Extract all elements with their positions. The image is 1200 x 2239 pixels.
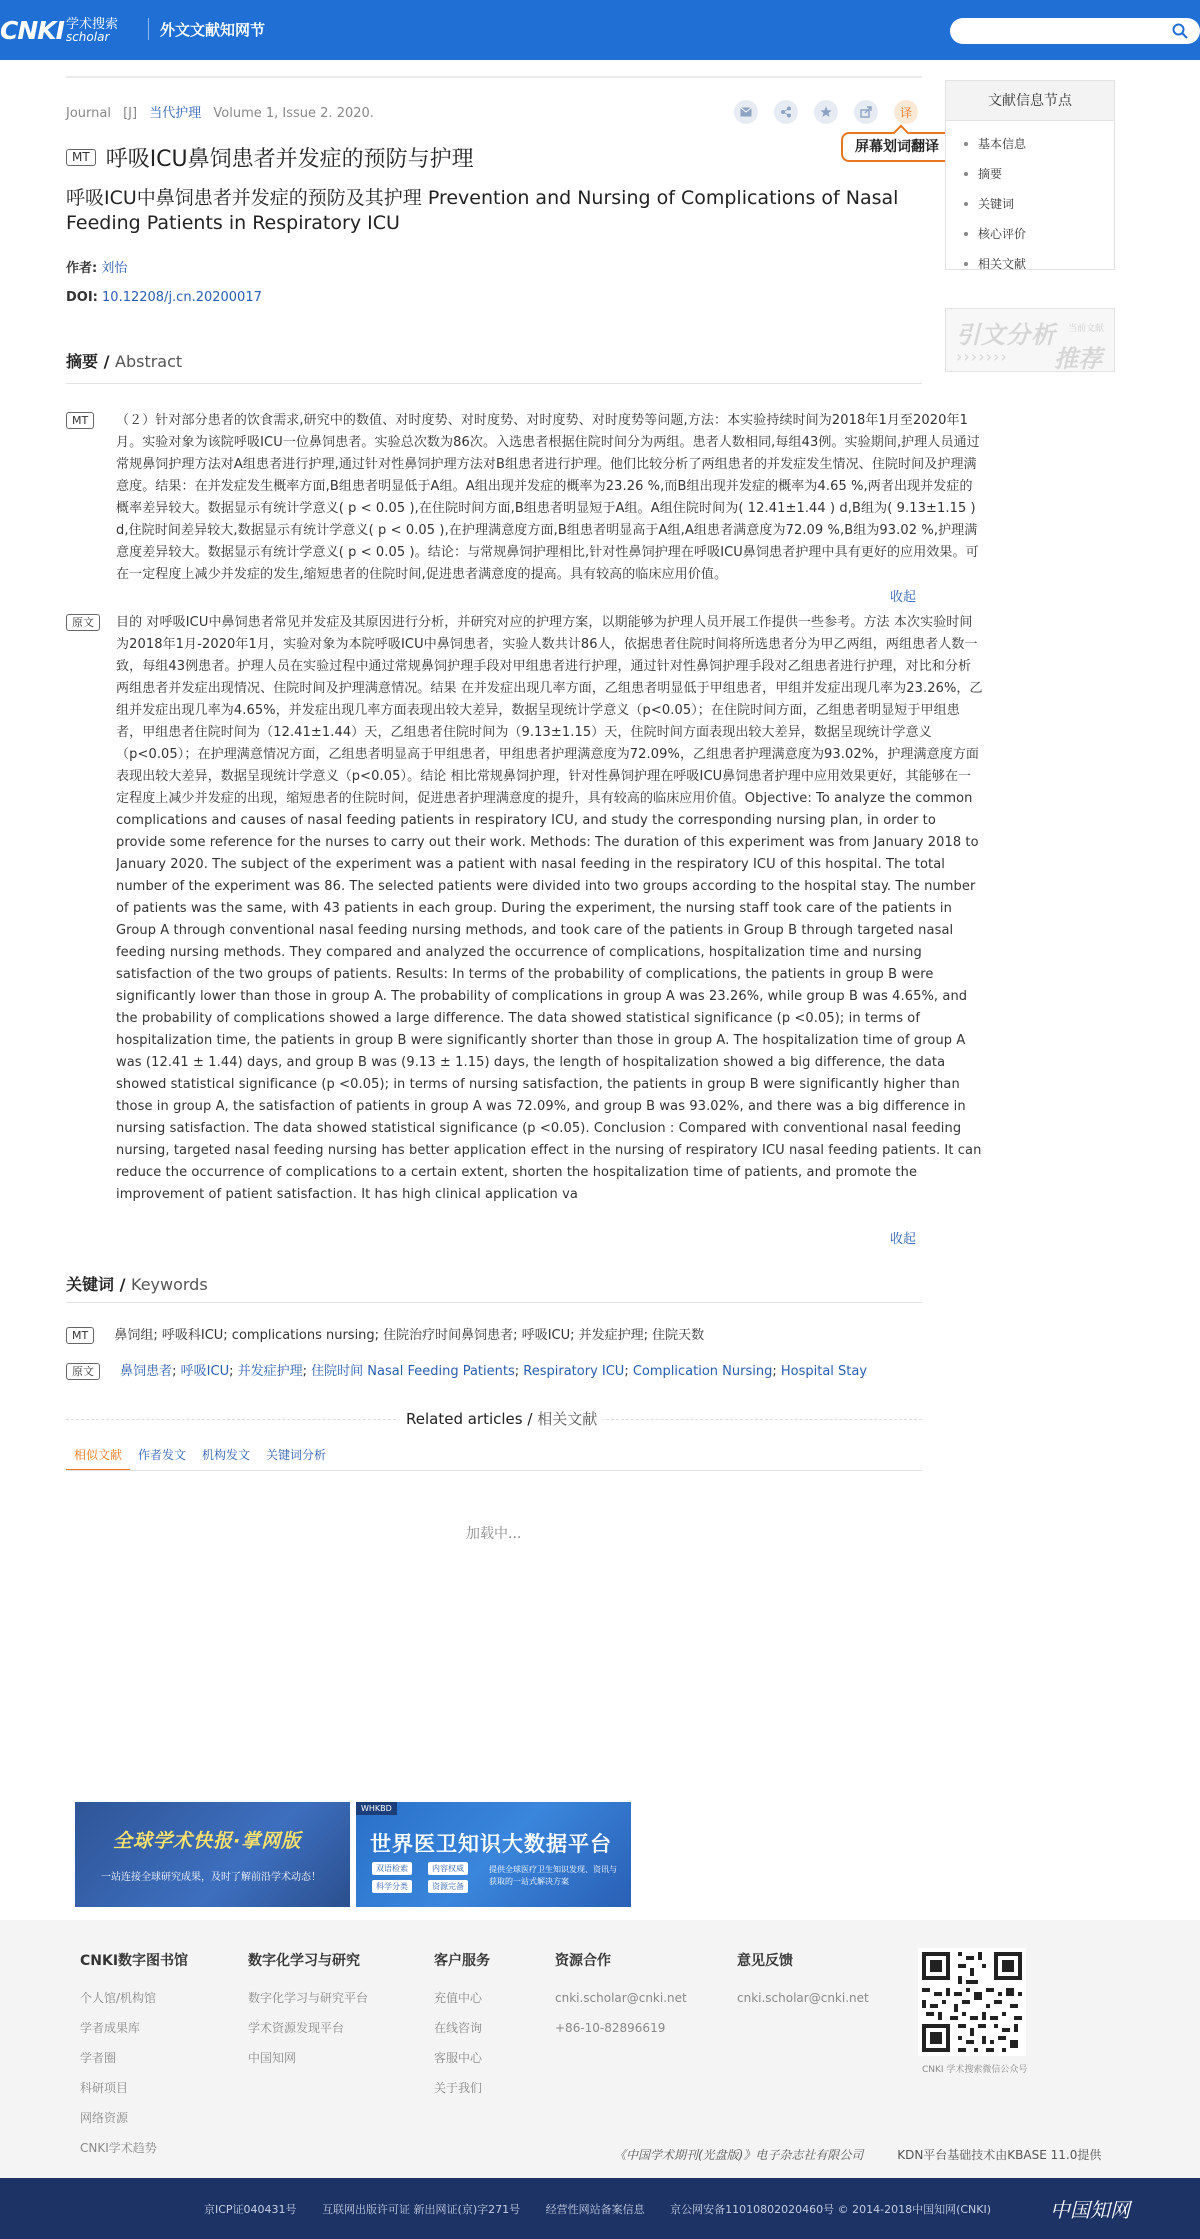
footer-col-title: 意见反馈: [737, 1953, 793, 1969]
sidebar-item-keywords[interactable]: 关键词: [964, 193, 1114, 223]
title-en: 呼吸ICU中鼻饲患者并发症的预防及其护理 Prevention and Nursing of Complications of Nasal Feeding Patients in Respiratory ICU: [66, 187, 899, 234]
banner-title: 世界医卫知识大数据平台: [370, 1832, 612, 1856]
translate-tooltip: 屏幕划词翻译: [841, 132, 953, 162]
email-button[interactable]: [734, 100, 758, 124]
keywords-heading: 关键词 / Keywords: [66, 1275, 208, 1294]
search-icon[interactable]: [1172, 23, 1188, 39]
tab-similar[interactable]: 相似文献: [66, 1442, 130, 1471]
mt-badge: MT: [66, 412, 94, 429]
footer-col-title: CNKI数字图书馆: [80, 1953, 189, 1969]
footer-link[interactable]: 学者圈: [80, 2051, 117, 2065]
doi-link[interactable]: 10.12208/j.cn.20200017: [102, 290, 262, 305]
banner-tag: WHKBD: [356, 1802, 397, 1815]
publisher-name: 《中国学术期刊(光盘版)》电子杂志社有限公司: [614, 2148, 864, 2162]
ad-title: 引文分析: [956, 321, 1056, 349]
share-button[interactable]: [774, 100, 798, 124]
keyword-link[interactable]: 并发症护理: [237, 1364, 303, 1379]
title-cn-row: [66, 142, 474, 173]
journal-tag: [J]: [123, 106, 138, 121]
medical-platform-banner[interactable]: [356, 1802, 631, 1907]
keywords-mt-row: [66, 1324, 926, 1344]
banner-chip: 科学分类: [372, 1880, 412, 1893]
publication-meta: [66, 102, 382, 121]
abstract-heading-cn: 摘要: [66, 352, 99, 371]
translate-button[interactable]: 译: [894, 100, 918, 124]
email-icon: [740, 107, 752, 117]
abstract-orig-block: [66, 612, 983, 1252]
keywords-mt-text: 鼻饲组; 呼吸科ICU; complications nursing; 住院治疗时间鼻饲患者; 呼吸ICU; 并发症护理; 住院天数: [114, 1328, 705, 1343]
citation-analysis-ad[interactable]: [945, 308, 1115, 372]
footer-col-library: [80, 1950, 188, 2170]
doi-label: DOI:: [66, 290, 98, 305]
original-badge: 原文: [66, 1363, 100, 1380]
arrows-icon: ›››››››: [956, 347, 1008, 366]
footer-link: +86-10-82896619: [555, 2021, 666, 2035]
global-academic-banner[interactable]: [75, 1802, 350, 1907]
footer-link[interactable]: 关于我们: [434, 2081, 483, 2095]
keyword-link[interactable]: Complication Nursing: [632, 1364, 773, 1379]
abstract-heading-en: Abstract: [115, 352, 183, 371]
legal-text: [204, 2201, 1013, 2217]
star-icon: [820, 106, 832, 118]
top-divider: [66, 76, 922, 78]
export-button[interactable]: [854, 100, 878, 124]
keywords-orig-row: [66, 1360, 926, 1380]
related-title-cn: 相关文献: [537, 1410, 598, 1428]
banner-desc: 提供全球医疗卫生知识发现、资讯与获取的一站式解决方案: [489, 1865, 617, 1886]
ad-subtitle: 当前文献: [1067, 324, 1104, 334]
authors-row: [66, 257, 127, 276]
tab-author[interactable]: 作者发文: [138, 1448, 187, 1462]
publishing-license[interactable]: 互联网出版许可证 新出网证(京)字271号: [322, 2203, 521, 2216]
keyword-link[interactable]: Respiratory ICU: [523, 1364, 625, 1379]
logo-main: CNKI: [0, 15, 64, 45]
sidebar-title: 文献信息节点: [946, 81, 1114, 121]
footer-link[interactable]: 个人馆/机构馆: [80, 1991, 157, 2005]
journal-link[interactable]: 当代护理: [149, 106, 202, 121]
footer: [0, 1920, 1200, 2178]
banner-chip: 资源完备: [428, 1880, 468, 1893]
header-divider: [148, 18, 149, 40]
legal-bar: [0, 2178, 1200, 2239]
keywords-divider: [66, 1302, 922, 1303]
footer-col-service: [434, 1950, 490, 2110]
related-title-en: Related articles: [406, 1410, 523, 1428]
ad-title-2: 推荐: [1054, 345, 1102, 372]
abstract-heading: 摘要 / Abstract: [66, 352, 183, 371]
abstract-mt-text: （２）针对部分患者的饮食需求,研究中的数值、对时度势、对时度势、对时度势、对时度势等问题,方法：本实验持续时间为2018年1月至2020年1月。实验对象为该院呼吸ICU一位鼻饲患者。实验总次数为86次。入选患者根据住院时间分为两组。患者人数相同,每组43例。实验期间,护理人员通过常规鼻饲护理方法对A组患者进行护理,通过针对性鼻饲护理方法对B组患者进行护理。他们比较分析了两组患者的并发症发生情况、住院时间及护理满意度。结果：在并发症发生概率方面,B组患者明显低于A组。A组出现并发症的概率为23.26 %,而B组出现并发症的概率为4.65 %,两者出现并发症的概率差异较大。数据显示有统计学意义( p < 0.05 ),在住院时间方面,B组患者明显短于A组。A组住院时间为( 12.41±1.44 ) d,B组为( 9.13±1.15 ) d,住院时间差异较大,数据显示有统计学意义( p < 0.05 ),在护理满意度方面,B组患者明显高于A组,A组患者满意度为72.09 %,B组为93.02 %,护理满意度差异较大。数据显示有统计学意义( p < 0.05 )。结论：与常规鼻饲护理相比,针对性鼻饲护理在呼吸ICU鼻饲患者护理中具有更好的应用效果。可在一定程度上减少并发症的发生,缩短患者的住院时间,促进患者满意度的提高。具有较高的临床应用价值。: [116, 413, 980, 582]
related-heading: [66, 1408, 922, 1430]
business-record[interactable]: 经营性网站备案信息: [545, 2203, 645, 2216]
logo-sub-cn: 学术搜索: [65, 16, 118, 32]
action-toolbar: [734, 100, 918, 124]
footer-link[interactable]: 学术资源发现平台: [248, 2021, 345, 2035]
search-input[interactable]: [950, 18, 1200, 44]
loading-text: 加载中...: [466, 1526, 522, 1542]
export-icon: [860, 106, 872, 118]
logo-sub: [66, 18, 118, 43]
author-link[interactable]: 刘怡: [101, 261, 128, 276]
footer-col-learning: [248, 1950, 368, 2080]
original-badge: 原文: [66, 614, 100, 631]
sidebar-item-evaluation[interactable]: 核心评价: [964, 223, 1114, 253]
banner-chip: 双语检索: [372, 1862, 412, 1875]
footer-col-title: 数字化学习与研究: [248, 1953, 360, 1969]
banner-chip: 内容权威: [428, 1862, 468, 1875]
footer-credits: [614, 2146, 1101, 2163]
dashed-rule: [66, 1419, 396, 1420]
kdn-credit: KDN平台基础技术由KBASE 11.0提供: [897, 2148, 1102, 2162]
volume-info: Volume 1, Issue 2. 2020.: [213, 106, 374, 121]
footer-link[interactable]: 网络资源: [80, 2111, 129, 2125]
keywords-heading-en: Keywords: [131, 1275, 208, 1294]
cnki-scholar-logo[interactable]: [0, 14, 118, 46]
footer-link[interactable]: 充值中心: [434, 1991, 483, 2005]
footer-col-cooperation: [555, 1950, 687, 2050]
footer-link[interactable]: 学者成果库: [80, 2021, 141, 2035]
page-title: 呼吸ICU鼻饲患者并发症的预防与护理: [105, 147, 474, 172]
footer-col-title: 客户服务: [434, 1953, 490, 1969]
qr-caption: CNKI 学术搜索微信公众号: [922, 2065, 1028, 2075]
footer-link[interactable]: 在线咨询: [434, 2021, 483, 2035]
footer-link[interactable]: 客服中心: [434, 2051, 483, 2065]
footer-link[interactable]: CNKI学术趋势: [80, 2141, 157, 2155]
sidebar-item-basic[interactable]: 基本信息: [964, 133, 1114, 163]
icp-license[interactable]: 京ICP证040431号: [204, 2203, 297, 2216]
keywords-heading-cn: 关键词: [66, 1275, 115, 1294]
dashed-rule: [596, 1419, 922, 1420]
tab-keyword-analysis[interactable]: 关键词分析: [266, 1448, 327, 1462]
top-header: [0, 0, 1200, 60]
qr-code-icon: [918, 1948, 1026, 2056]
doc-type: Journal: [66, 106, 111, 121]
logo-sub-en: scholar: [65, 29, 110, 44]
footer-link[interactable]: cnki.scholar@cnki.net: [555, 1991, 687, 2005]
keyword-link[interactable]: Hospital Stay: [780, 1364, 868, 1379]
banner-subtitle: 一站连接全球研究成果，及时了解前沿学术动态！: [101, 1872, 321, 1883]
keyword-link[interactable]: 呼吸ICU: [180, 1364, 230, 1379]
sidebar-item-abstract[interactable]: 摘要: [964, 163, 1114, 193]
banner-title: 全球学术快报·掌网版: [113, 1830, 302, 1852]
abstract-orig-text: 目的 对呼吸ICU中鼻饲患者常见并发症及其原因进行分析，并研究对应的护理方案，以期能够为护理人员开展工作提供一些参考。方法 本次实验时间为2018年1月-2020年1月，实验对象为本院呼吸ICU中鼻饲患者，实验人数共计86人，依据患者住院时间将所选患者分为甲乙两组，两组患者人数一致，每组43例患者。护理人员在实验过程中通过常规鼻饲护理手段对甲组患者进行护理，通过针对性鼻饲护理手段对乙组患者进行护理，对比和分析两组患者并发症出现情况、住院时间及护理满意情况。结果 在并发症出现几率方面，乙组患者明显低于甲组患者，甲组并发症出现几率为23.26%，乙组并发症出现几率为4.65%，并发症出现几率方面表现出较大差异，数据呈现统计学意义（p<0.05）；在住院时间方面，乙组患者明显短于甲组患者，甲组患者住院时间为（12.41±1.44）天，乙组患者住院时间为（9.13±1.15）天，住院时间方面表现出较大差异，数据呈现统计学意义（p<0.05）；在护理满意情况方面，乙组患者明显高于甲组患者，甲组患者护理满意度为72.09%，乙组患者护理满意度为93.02%，护理满意度方面表现出较大差异，数据呈现统计学意义（p<0.05）。结论 相比常规鼻饲护理，针对性鼻饲护理在呼吸ICU鼻饲患者护理中应用效果更好，其能够在一定程度上减少并发症的出现，缩短患者的住院时间，促进患者护理满意度的提升，具有较高的临床应用价值。Objective: To analyze the common complications and causes of nasal feeding patients in respiratory ICU, and study the corresponding nursing plan, in order to provide some reference for the nurses to carry out their work. Methods: The duration of this experiment was from January 2018 to January 2020. The subject of the experiment was a patient with nasal feeding in the respiratory ICU of this hospital. The total number of the experiment was 86. The selected patients were divided into two groups according to the hospital stay. The number of patients was the same, with 43 patients in each group. During the experiment, the nursing staff took care of the patients in Group A through conventional nasal feeding nursing methods, and took care of the patients in Group B through targeted nasal feeding nursing methods. They compared and analyzed the occurrence of complications, hospitalization time and nursing satisfaction of the two groups of patients. Results: In terms of the probability of complications, the patients in group B were significantly lower than those in group A. The probability of complications in group A was 23.26%, while group B was 4.65%, and the probability of complications showed a large difference. The data showed statistical significance (p <0.05); in terms of hospitalization time, the patients in group B were significantly shorter than those in group A. The hospitalization time of group A was (12.41 ± 1.44) days, and group B was (9.13 ± 1.15) days, the length of hospitalization showed a big difference, the data showed statistical significance (p <0.05); in terms of nursing satisfaction, the patients in group B were significantly higher than those in group A, the satisfaction of patients in group A was 72.09%, and group B was 93.02%, and there was a big difference in nursing satisfaction. The data showed statistical significance (p <0.05). Conclusion : Compared with conventional nasal feeding nursing, targeted nasal feeding nursing has better application effect in the nursing of respiratory ICU nasal feeding patients. It can reduce the occurrence of complications to a certain extent, shorten the hospitalization time of patients, and promote the improvement of patient satisfaction. It has high clinical application va: [116, 615, 983, 1202]
tabs-divider: [66, 1470, 922, 1471]
collapse-link[interactable]: 收起: [890, 590, 917, 605]
sidebar-item-related[interactable]: 相关文献: [964, 253, 1114, 283]
doi-row: [66, 290, 262, 305]
footer-link[interactable]: 中国知网: [248, 2051, 297, 2065]
authors-label: 作者:: [66, 261, 98, 276]
related-title: Related articles / 相关文献: [400, 1408, 603, 1429]
collapse-link[interactable]: 收起: [890, 1228, 916, 1247]
footer-col-title: 资源合作: [555, 1953, 611, 1969]
footer-link[interactable]: 科研项目: [80, 2081, 129, 2095]
share-icon: [780, 106, 792, 118]
cnki-china-logo: 中国知网: [1050, 2198, 1130, 2222]
police-record[interactable]: 京公网安备11010802020460号 © 2014-2018中国知网(CNKI): [670, 2203, 992, 2216]
abstract-divider: [66, 383, 922, 384]
keyword-link[interactable]: 鼻饲患者: [120, 1364, 173, 1379]
related-tabs: [66, 1442, 334, 1471]
mt-badge: MT: [66, 1327, 94, 1344]
footer-link[interactable]: cnki.scholar@cnki.net: [737, 1991, 869, 2005]
tab-institution[interactable]: 机构发文: [202, 1448, 251, 1462]
keyword-links: 鼻饲患者; 呼吸ICU; 并发症护理; 住院时间 Nasal Feeding Patients; Respiratory ICU; Complication Nursing; Hospital Stay: [120, 1364, 868, 1379]
keyword-link[interactable]: 住院时间 Nasal Feeding Patients: [311, 1364, 515, 1379]
mt-badge: MT: [66, 149, 96, 166]
sidebar-nav: [945, 80, 1115, 270]
site-title: 外文文献知网节: [160, 21, 266, 39]
footer-link[interactable]: 数字化学习与研究平台: [248, 1991, 369, 2005]
footer-col-feedback: [737, 1950, 869, 2020]
favorite-button[interactable]: [814, 100, 838, 124]
abstract-mt-block: [66, 410, 980, 610]
